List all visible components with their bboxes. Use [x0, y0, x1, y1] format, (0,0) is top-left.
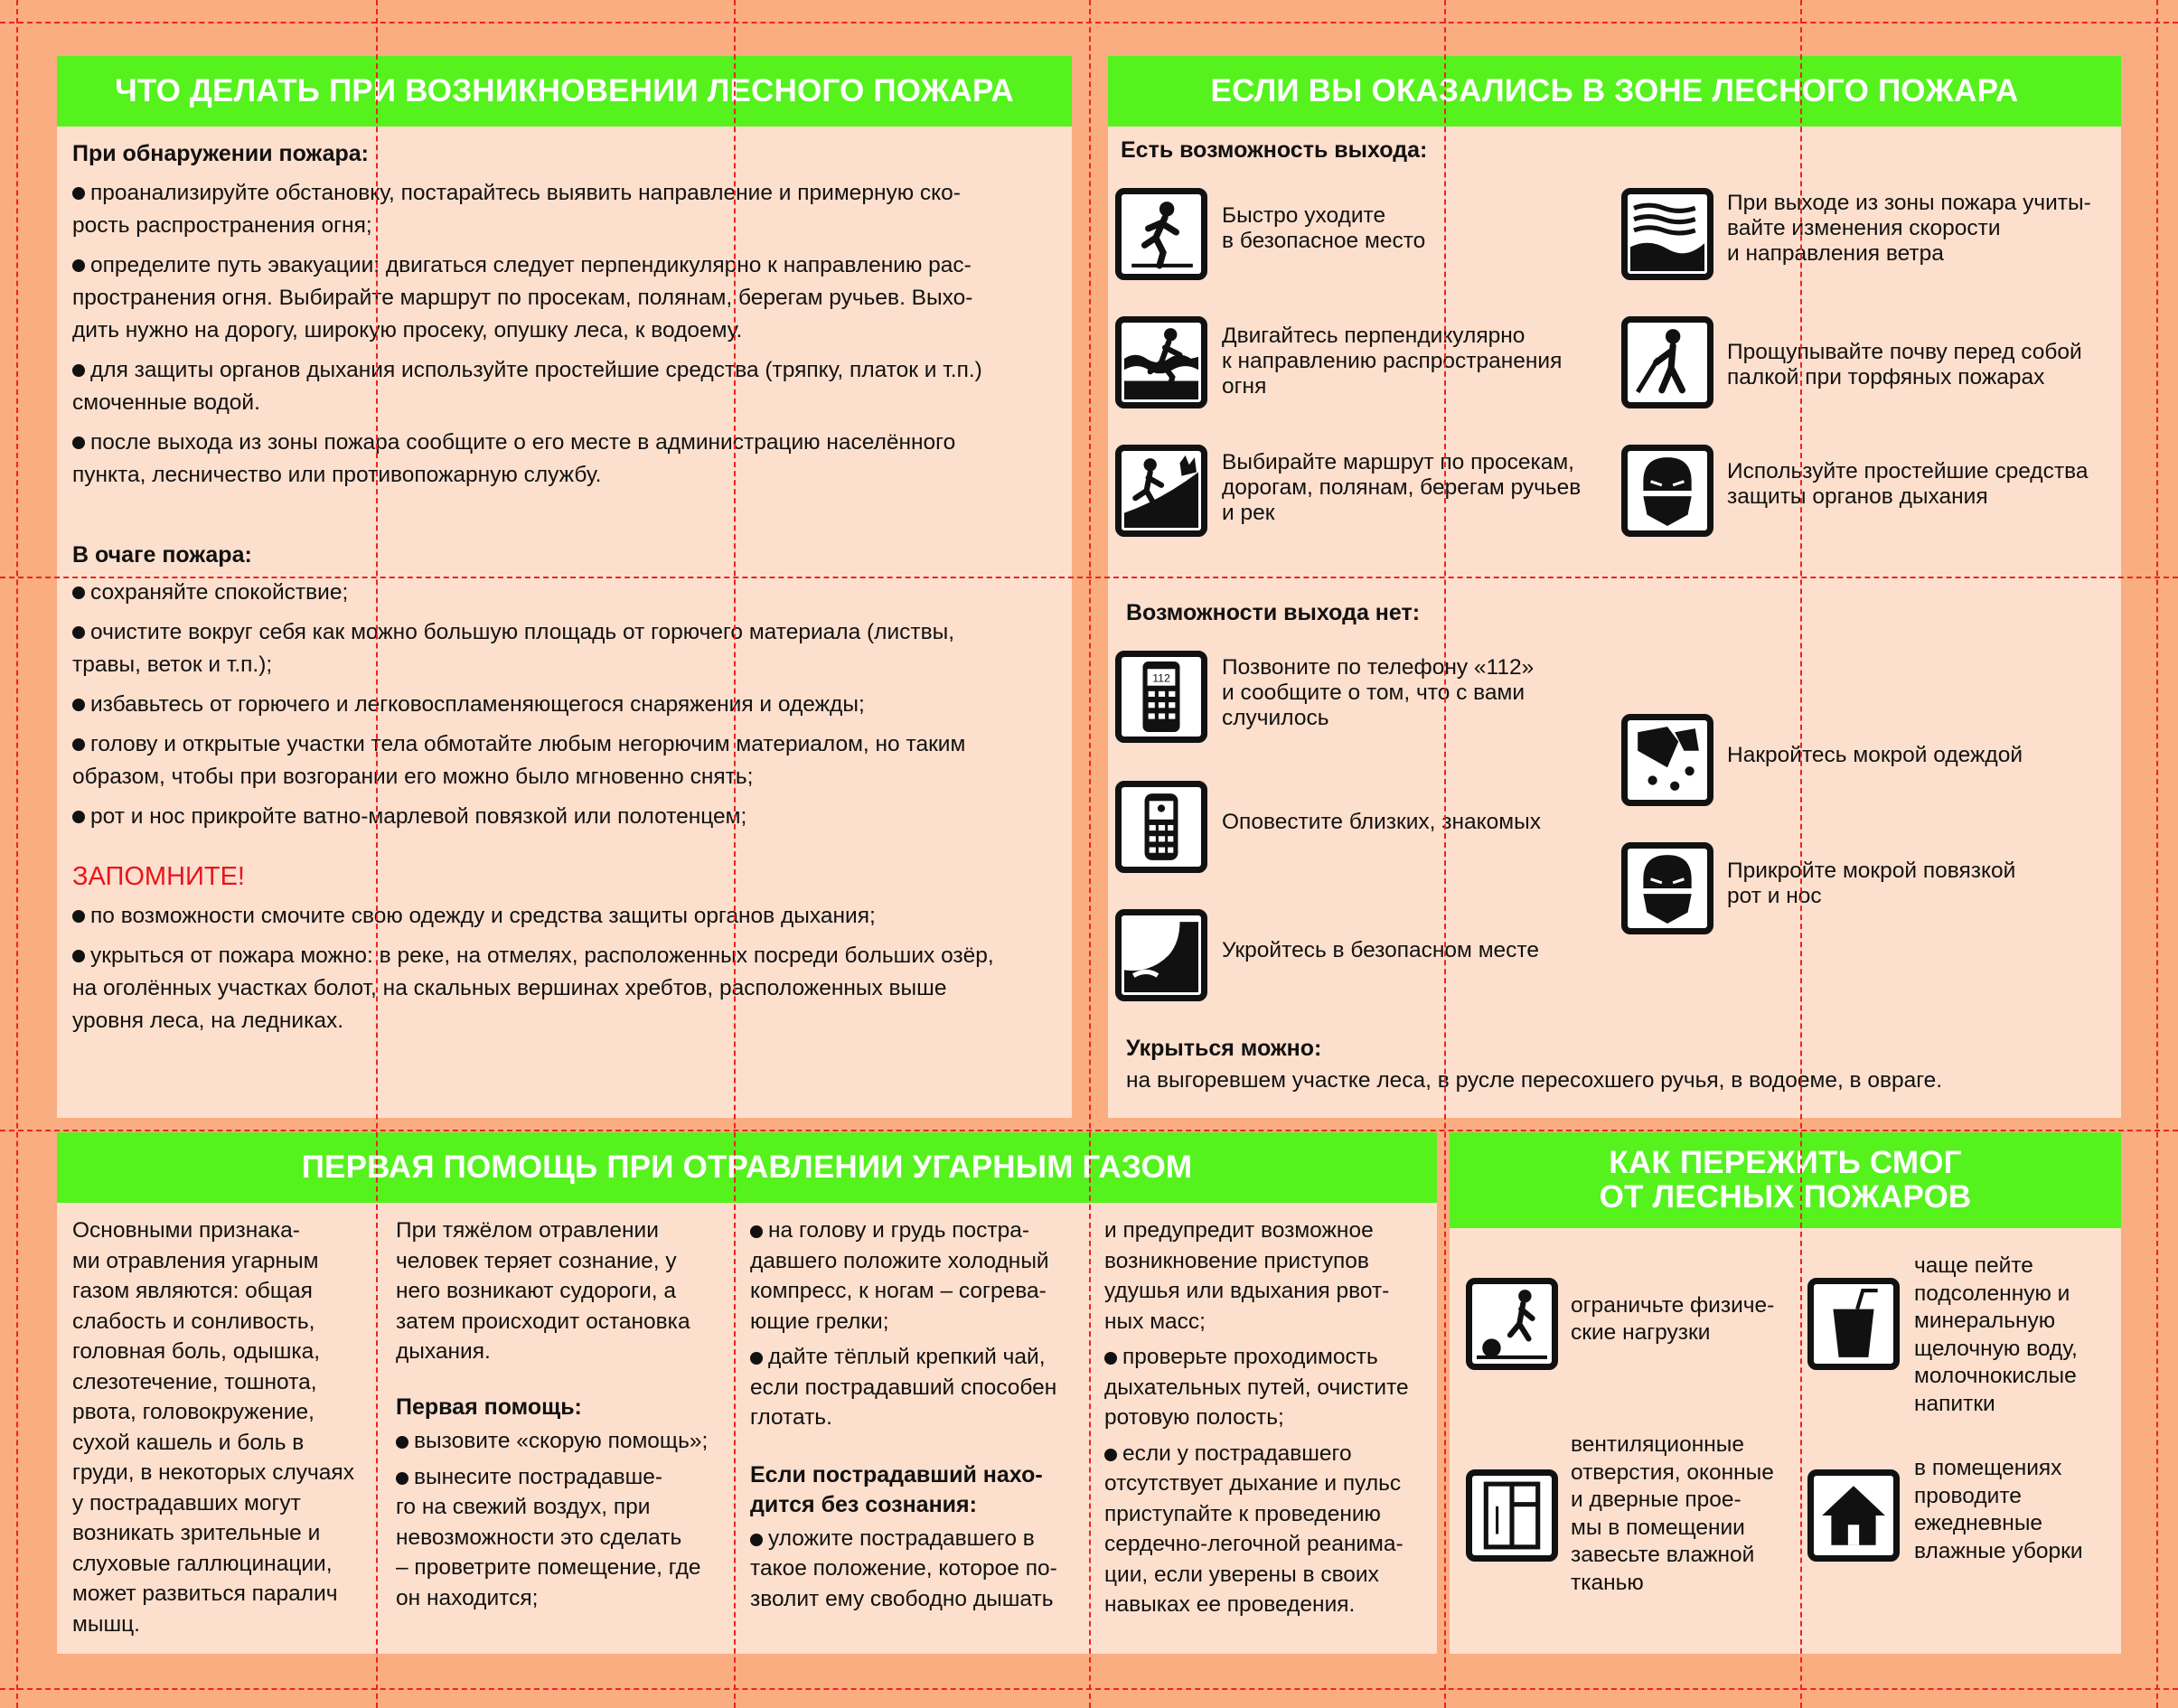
- shelter-icon: [1115, 909, 1207, 1001]
- cut-guide-line: [0, 1688, 2178, 1690]
- cut-guide-line: [16, 0, 18, 1708]
- stick-probe-icon: [1621, 316, 1713, 408]
- smog-item-text: чаще пейте подсоленную и минеральную щелочную воду, молочнокислые напитки: [1914, 1253, 2078, 1416]
- bullet-icon: [72, 587, 85, 599]
- exit-item-text: Используйте простейшие средства защиты органов дыхания: [1727, 459, 2089, 509]
- list-item-cont: пространения огня. Выбирайте маршрут по просекам, полянам, берегам ручьев. Выхо-: [72, 286, 973, 310]
- list-item-cont: пункта, лесничество или противопожарную службу.: [72, 463, 602, 487]
- bullet-icon: [72, 364, 85, 377]
- perpendicular-run-icon: [1115, 316, 1207, 408]
- list-item: очистите вокруг себя как можно большую площадь от горючего материала (листвы,: [72, 616, 1066, 649]
- list-item: на голову и грудь постра-: [750, 1215, 1084, 1246]
- route-icon: [1115, 445, 1207, 537]
- firstaid-title: Первая помощь:: [396, 1394, 582, 1420]
- list-item: по возможности смочите свою одежду и средства защиты органов дыхания;: [72, 900, 1066, 933]
- firstaid-col-4: и предупредит возможное возникновение приступов удушья или вдыхания рвот- ных масс; проверьте проходимость дыхательных путей, очистите ротовую полость; если у пострадавшего отсутствует дыхание и пульс приступайте к проведению сердечно-легочной реанима- ции, если уверены в своих навыках ее проведения.: [1104, 1215, 1434, 1620]
- noexit-item-text: Прикройте мокрой повязкой рот и нос: [1727, 859, 2016, 908]
- face-mask-icon: [1621, 445, 1713, 537]
- list-item: голову и открытые участки тела обмотайте любым негорючим материалом, но таким: [72, 728, 1066, 761]
- firstaid-col-1: Основными признака- ми отравления угарным газом являются: общая слабость и сонливость, головная боль, одышка, слезотечение, тошнота, рвота, головокружение, сухой кашель и боль в груди, в некоторых случаях у пострадавших могут возникать зрительные и слуховые галлюцинации, может развиться паралич мышц.: [72, 1218, 354, 1637]
- bullet-icon: [750, 1534, 763, 1546]
- exit-title: Есть возможность выхода:: [1121, 137, 1428, 163]
- exit-item-text: Прощупывайте почву перед собой палкой при торфяных пожарах: [1727, 340, 2082, 389]
- noexit-title: Возможности выхода нет:: [1126, 600, 1421, 625]
- cut-guide-line: [1444, 0, 1446, 1708]
- exit-item-text: Двигайтесь перпендикулярно к направлению распространения огня: [1222, 324, 1563, 399]
- list-item-cont: смоченные водой.: [72, 390, 260, 415]
- bullet-icon: [72, 811, 85, 823]
- smog-item-text: вентиляционные отверстия, оконные и дверные прое- мы в помещении завесьте влажной тканью: [1571, 1432, 1774, 1595]
- wet-mask-icon: [1621, 842, 1713, 934]
- exit-item-text: При выходе из зоны пожара учиты- вайте изменения скорости и направления ветра: [1727, 191, 2091, 266]
- no-exercise-icon: [1466, 1278, 1558, 1370]
- wet-clothes-icon: [1621, 714, 1713, 806]
- list-item: вынесите пострадавше-: [396, 1462, 730, 1493]
- window-icon: [1466, 1469, 1558, 1562]
- bullet-icon: [396, 1436, 408, 1449]
- mobile-phone-icon: [1115, 781, 1207, 873]
- exit-item-text: Быстро уходите в безопасное место: [1222, 203, 1426, 253]
- discovery-title: При обнаружении пожара:: [72, 141, 369, 166]
- hide-text: на выгоревшем участке леса, в русле пересохшего ручья, в водоеме, в овраге.: [1126, 1068, 1943, 1093]
- hide-title: Укрыться можно:: [1126, 1036, 1322, 1061]
- smog-item-text: ограничьте физиче- ские нагрузки: [1571, 1293, 1775, 1345]
- list-item-cont: уровня леса, на ледниках.: [72, 1009, 344, 1033]
- cut-guide-line: [0, 22, 2178, 23]
- fire-title: В очаге пожара:: [72, 542, 252, 568]
- bullet-icon: [1104, 1449, 1117, 1461]
- noexit-item-text: Позвоните по телефону «112» и сообщите о том, что с вами случилось: [1222, 655, 1535, 730]
- list-item: сохраняйте спокойствие;: [72, 577, 1066, 609]
- running-person-icon: [1115, 188, 1207, 280]
- svg-text:112: 112: [1152, 671, 1170, 685]
- cut-guide-line: [376, 0, 378, 1708]
- bullet-icon: [72, 626, 85, 639]
- smog-item-text: в помещениях проводите ежедневные влажные уборки: [1914, 1456, 2083, 1563]
- list-item: укрыться от пожара можно: в реке, на отмелях, расположенных посреди больших озёр,: [72, 940, 1066, 972]
- noexit-item-text: Укройтесь в безопасном месте: [1222, 938, 1540, 962]
- bullet-icon: [72, 738, 85, 751]
- panel4-title: КАК ПЕРЕЖИТЬ СМОГ ОТ ЛЕСНЫХ ПОЖАРОВ: [1450, 1132, 2121, 1228]
- list-item-cont: дить нужно на дорогу, широкую просеку, опушку леса, к водоему.: [72, 318, 743, 343]
- list-item: после выхода из зоны пожара сообщите о его месте в администрацию населённого: [72, 427, 1066, 459]
- bullet-icon: [396, 1472, 408, 1485]
- list-item: избавьтесь от горючего и легковоспламеняющегося снаряжения и одежды;: [72, 689, 1066, 721]
- list-item-cont: на оголённых участках болот, на скальных вершинах хребтов, расположенных выше: [72, 976, 947, 1000]
- list-item: рот и нос прикройте ватно-марлевой повязкой или полотенцем;: [72, 801, 1066, 833]
- list-item-cont: образом, чтобы при возгорании его можно было мгновенно снять;: [72, 765, 754, 789]
- panel2-title: ЕСЛИ ВЫ ОКАЗАЛИСЬ В ЗОНЕ ЛЕСНОГО ПОЖАРА: [1108, 56, 2121, 127]
- bullet-icon: [72, 950, 85, 962]
- list-item-cont: рость распространения огня;: [72, 213, 372, 238]
- firstaid-col-2: При тяжёлом отравлении человек теряет сознание, у него возникают судороги, а затем происходит остановка дыхания. Первая помощь: вызовите «скорую помощь»; вынесите пострадавше- го на свежий воздух, при невозможности это сделать – проветрите помещение, где он находится;: [396, 1215, 730, 1613]
- list-item: проверьте проходимость: [1104, 1342, 1434, 1373]
- list-item: уложите пострадавшего в: [750, 1524, 1084, 1554]
- exit-item-text: Выбирайте маршрут по просекам, дорогам, полянам, берегам ручьев и рек: [1222, 450, 1582, 525]
- bullet-icon: [72, 259, 85, 272]
- panel3-title: ПЕРВАЯ ПОМОЩЬ ПРИ ОТРАВЛЕНИИ УГАРНЫМ ГАЗОМ: [57, 1132, 1437, 1203]
- cut-guide-line: [1800, 0, 1802, 1708]
- list-item: для защиты органов дыхания используйте простейшие средства (тряпку, платок и т.п.): [72, 354, 1066, 387]
- cut-guide-line: [2156, 0, 2158, 1708]
- list-item: проанализируйте обстановку, постарайтесь выявить направление и примерную ско-: [72, 177, 1066, 210]
- list-item-cont: травы, веток и т.п.);: [72, 652, 273, 677]
- bullet-icon: [750, 1352, 763, 1365]
- list-item: определите путь эвакуации: двигаться следует перпендикулярно к направлению рас-: [72, 249, 1066, 282]
- bullet-icon: [72, 436, 85, 449]
- list-item: вызовите «скорую помощь»;: [396, 1426, 730, 1457]
- cut-guide-line: [0, 1130, 2178, 1131]
- panel1-title: ЧТО ДЕЛАТЬ ПРИ ВОЗНИКНОВЕНИИ ЛЕСНОГО ПОЖАРА: [57, 56, 1072, 127]
- house-icon: [1807, 1469, 1900, 1562]
- noexit-item-text: Накройтесь мокрой одеждой: [1727, 743, 2023, 767]
- bullet-icon: [72, 699, 85, 711]
- cut-guide-line: [734, 0, 736, 1708]
- cut-guide-line: [0, 577, 2178, 578]
- wind-icon: [1621, 188, 1713, 280]
- remember-title: ЗАПОМНИТЕ!: [72, 862, 245, 891]
- cut-guide-line: [1089, 0, 1091, 1708]
- bullet-icon: [72, 187, 85, 200]
- bullet-icon: [72, 910, 85, 923]
- phone-112-icon: [1115, 651, 1207, 743]
- bullet-icon: [1104, 1352, 1117, 1365]
- list-item: дайте тёплый крепкий чай,: [750, 1342, 1084, 1373]
- firstaid-col-3: на голову и грудь постра- давшего положите холодный компресс, к ногам – согрева- ющие грелки; дайте тёплый крепкий чай, если пострадавший способен глотать. Если пострадавший нахо- дится без сознания: уложите пострадавшего в такое положение, которое по- зволит ему свободно дышать: [750, 1215, 1084, 1614]
- panel1-body: [72, 137, 1066, 1037]
- list-item: если у пострадавшего: [1104, 1439, 1434, 1469]
- drink-icon: [1807, 1278, 1900, 1370]
- unconscious-title: Если пострадавший нахо- дится без сознания:: [750, 1461, 1043, 1517]
- bullet-icon: [750, 1225, 763, 1238]
- noexit-item-text: Оповестите близких, знакомых: [1222, 810, 1541, 834]
